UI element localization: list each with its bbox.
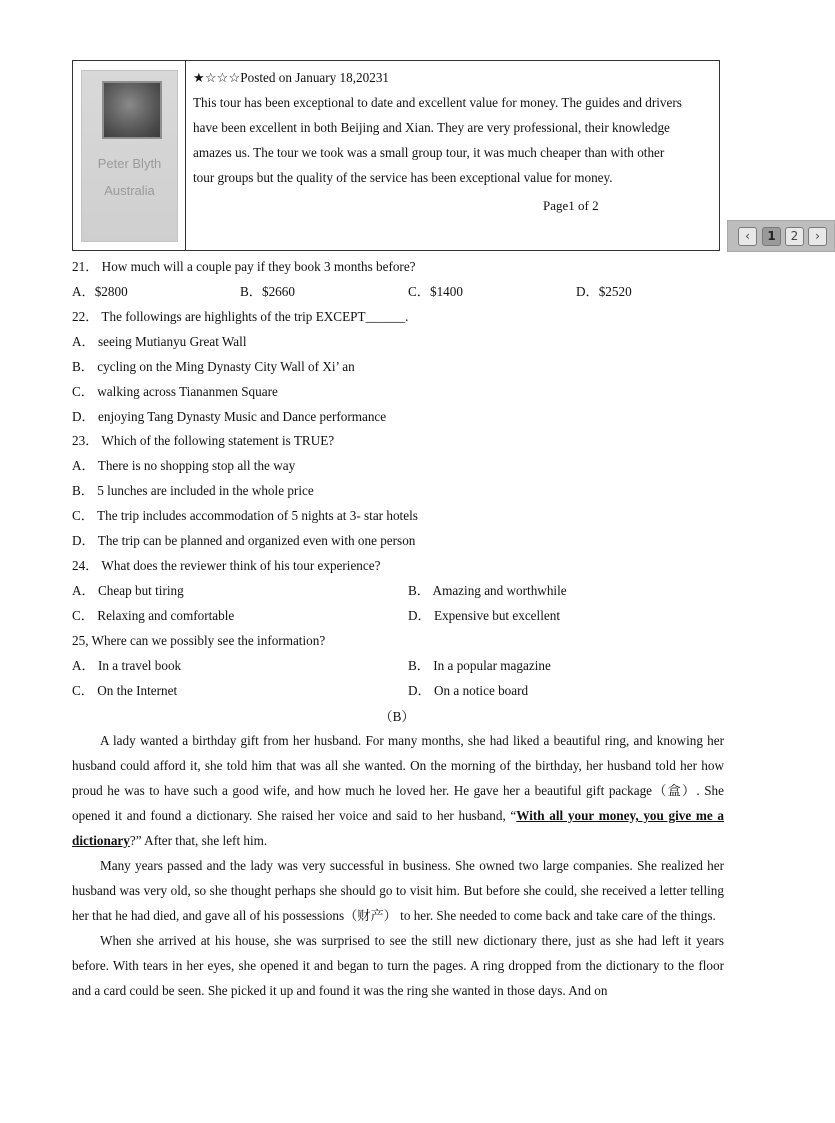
question-24-option-d: D． Expensive but excellent (408, 608, 560, 623)
passage-paragraph-1 (72, 728, 724, 853)
question-21-option-a: A．$2800 (72, 284, 128, 299)
question-22-option-b: B． cycling on the Ming Dynasty City Wall of Xi’ an (72, 359, 355, 374)
question-23-option-d: D． The trip can be planned and organized even with one person (72, 533, 416, 548)
passage-paragraph-2: Many years passed and the lady was very successful in business. She owned two large companies. She realized her husband was very old, so she thought perhaps she should go to visit him. But before she could, she received a letter telling her that he had died, and gave all of his possessions（财产） to her. She needed to come back and take care of the things. (72, 858, 724, 923)
review-box (72, 60, 820, 251)
prev-page-button[interactable]: ‹ (738, 227, 757, 246)
question-23-stem: 23． Which of the following statement is TRUE? (72, 433, 335, 448)
question-24-option-a: A． Cheap but tiring (72, 583, 184, 598)
reviewer-country: Australia (104, 183, 155, 198)
question-22-option-d: D． enjoying Tang Dynasty Music and Dance performance (72, 409, 387, 424)
review-divider (185, 61, 186, 250)
question-21-stem: 21． How much will a couple pay if they book 3 months before? (72, 259, 416, 274)
question-22-stem: 22． The followings are highlights of the trip EXCEPT______. (72, 309, 409, 324)
emphasized-quote: With all your money, you give me a dictionary (72, 808, 725, 848)
question-23-option-b: B． 5 lunches are included in the whole price (72, 483, 314, 498)
passage-text: A lady wanted a birthday gift from her husband. For many months, she had liked a beautiful ring, and knowing her husband could afford it, she told him that was all she wanted. On the morning of the birthday, her husband told her how proud he was to have such a good wife, and how much he loved her. He gave her a beautiful gift package（盒）. She opened it and found a dictionary. She raised her voice and said to her husband, “ (72, 733, 724, 823)
question-23-option-a: A． There is no shopping stop all the way (72, 458, 296, 473)
question-23-option-c: C． The trip includes accommodation of 5 nights at 3- star hotels (72, 508, 418, 523)
question-25-option-a: A． In a travel book (72, 658, 182, 673)
review-content (193, 65, 820, 243)
avatar (102, 81, 162, 139)
passage-paragraph-3: When she arrived at his house, she was surprised to see the still new dictionary there, just as she had left it years before. With tears in her eyes, she opened it and began to turn the pages. A ring dropped from the dictionary to the floor and a card could be seen. She picked it up and found it was the ring she wanted in those days. And on (72, 933, 724, 998)
page-label: Page1 of 2 (543, 198, 599, 213)
question-22-option-a: A． seeing Mutianyu Great Wall (72, 334, 247, 349)
question-25-option-c: C． On the Internet (72, 683, 178, 698)
review-text-line: tour groups but the quality of the service has been exceptional value for money. (193, 170, 613, 185)
page-1-button[interactable]: 1 (762, 227, 781, 246)
question-21-option-d: D．$2520 (576, 284, 632, 299)
reviewer-name: Peter Blyth (97, 156, 162, 171)
passage-text: ?” After that, she left him. (129, 833, 268, 848)
question-25-option-d: D． On a notice board (408, 683, 529, 698)
question-25-option-b: B． In a popular magazine (408, 658, 551, 673)
page-2-button[interactable]: 2 (785, 227, 804, 246)
section-heading: （B） (379, 709, 415, 724)
question-24-option-b: B． Amazing and worthwhile (408, 583, 567, 598)
reviewer-card (81, 70, 178, 242)
question-22-option-c: C． walking across Tiananmen Square (72, 384, 278, 399)
question-24-stem: 24． What does the reviewer think of his tour experience? (72, 558, 381, 573)
review-rating-line: ★☆☆☆Posted on January 18,20231 (193, 70, 390, 85)
question-24-option-c: C． Relaxing and comfortable (72, 608, 235, 623)
question-25-stem: 25, Where can we possibly see the information? (72, 633, 326, 648)
question-21-option-c: C．$1400 (408, 284, 463, 299)
review-text-line: have been excellent in both Beijing and Xian. They are very professional, their knowledge (193, 120, 670, 135)
review-text-line: This tour has been exceptional to date and excellent value for money. The guides and drivers (193, 95, 682, 110)
next-page-button[interactable]: › (808, 227, 827, 246)
reading-passage (72, 728, 724, 1003)
pagination (727, 220, 835, 252)
question-21-option-b: B．$2660 (240, 284, 295, 299)
review-text-line: amazes us. The tour we took was a small group tour, it was much cheaper than with other (193, 145, 665, 160)
